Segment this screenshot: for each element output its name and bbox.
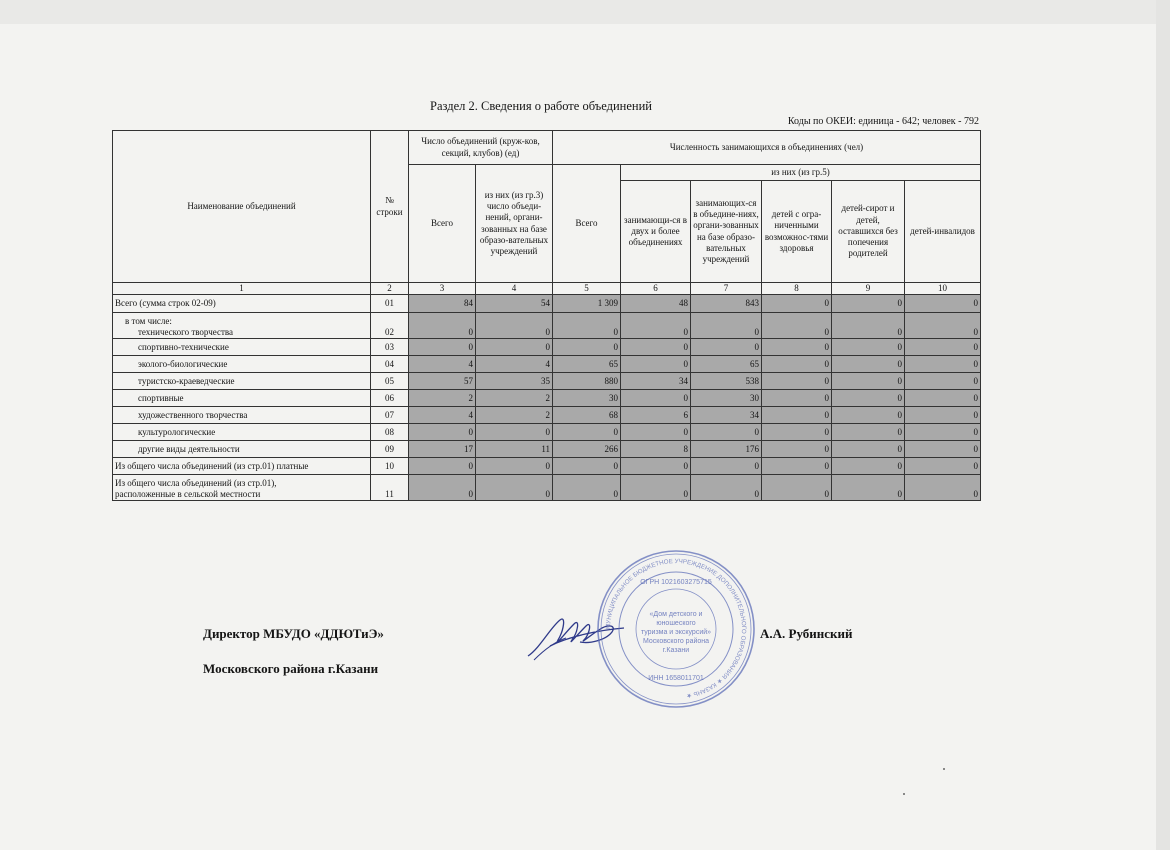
row-code: 05: [371, 373, 409, 390]
value-cell: 0: [476, 339, 553, 356]
value-cell: 0: [691, 339, 762, 356]
value-cell: 0: [832, 458, 905, 475]
value-cell: 34: [621, 373, 691, 390]
header-groups-edu: из них (из гр.3) число объеди-нений, органи-зованных на базе образо-вательных учреждений: [476, 165, 553, 283]
row-code: 01: [371, 295, 409, 313]
value-cell: 0: [905, 407, 981, 424]
svg-text:туризма и экскурсий»: туризма и экскурсий»: [640, 629, 712, 636]
header-people-total: Всего: [553, 165, 621, 283]
row-name: культурологические: [113, 424, 371, 441]
value-cell: 0: [832, 373, 905, 390]
value-cell: 0: [762, 295, 832, 313]
value-cell: 0: [905, 441, 981, 458]
director-title: Директор МБУДО «ДДЮТиЭ»: [203, 626, 384, 641]
col-num: 8: [762, 283, 832, 295]
value-cell: 11: [476, 441, 553, 458]
value-cell: 0: [832, 475, 905, 501]
row-name: [113, 475, 371, 501]
value-cell: 2: [476, 390, 553, 407]
value-cell: 266: [553, 441, 621, 458]
svg-text:юношеского: юношеского: [656, 620, 696, 627]
value-cell: 2: [476, 407, 553, 424]
col-num: 1: [113, 283, 371, 295]
header-groups-total: Всего: [409, 165, 476, 283]
scan-top-edge: [0, 0, 1170, 24]
value-cell: 0: [409, 458, 476, 475]
value-cell: 176: [691, 441, 762, 458]
row-name: спортивные: [113, 390, 371, 407]
row-code: 08: [371, 424, 409, 441]
svg-text:г.Казани: г.Казани: [662, 647, 690, 654]
value-cell: 0: [621, 356, 691, 373]
row-code: 11: [371, 475, 409, 501]
row-name: эколого-биологические: [113, 356, 371, 373]
value-cell: 0: [762, 313, 832, 339]
table-row: [113, 313, 981, 339]
col-num: 6: [621, 283, 691, 295]
row-name: другие виды деятельности: [113, 441, 371, 458]
value-cell: 2: [409, 390, 476, 407]
value-cell: 0: [621, 390, 691, 407]
row-code: 07: [371, 407, 409, 424]
header-people-sub: из них (из гр.5): [621, 165, 981, 181]
value-cell: 538: [691, 373, 762, 390]
value-cell: 0: [409, 339, 476, 356]
table-row: [113, 441, 981, 458]
value-cell: 84: [409, 295, 476, 313]
header-two-more: занимающи-ся в двух и более объединениях: [621, 181, 691, 283]
value-cell: 0: [691, 424, 762, 441]
value-cell: 0: [905, 424, 981, 441]
table-row: [113, 424, 981, 441]
table-row: [113, 373, 981, 390]
value-cell: 1 309: [553, 295, 621, 313]
row-name-subline: технического творчества: [138, 327, 234, 337]
table-row: [113, 458, 981, 475]
svg-text:ОГРН 1021603275715: ОГРН 1021603275715: [640, 579, 712, 586]
value-cell: 30: [691, 390, 762, 407]
value-cell: 0: [621, 313, 691, 339]
value-cell: 0: [409, 424, 476, 441]
value-cell: 0: [905, 313, 981, 339]
value-cell: 68: [553, 407, 621, 424]
column-numbers-row: [113, 283, 981, 295]
table-row: [113, 295, 981, 313]
row-code: 06: [371, 390, 409, 407]
svg-text:Московского района: Московского района: [642, 638, 710, 645]
value-cell: 0: [832, 295, 905, 313]
row-code: 09: [371, 441, 409, 458]
value-cell: 0: [553, 339, 621, 356]
value-cell: 4: [409, 356, 476, 373]
row-name: [113, 313, 371, 339]
okei-codes: Коды по ОКЕИ: единица - 642; человек - 792: [787, 116, 979, 127]
scan-speck: [943, 768, 945, 770]
value-cell: 0: [476, 458, 553, 475]
value-cell: 0: [409, 475, 476, 501]
value-cell: 0: [476, 313, 553, 339]
value-cell: 0: [905, 295, 981, 313]
col-num: 7: [691, 283, 762, 295]
value-cell: 0: [553, 475, 621, 501]
value-cell: 0: [762, 356, 832, 373]
value-cell: 0: [905, 339, 981, 356]
value-cell: 57: [409, 373, 476, 390]
value-cell: 30: [553, 390, 621, 407]
value-cell: 0: [762, 339, 832, 356]
value-cell: 0: [905, 356, 981, 373]
value-cell: 0: [762, 373, 832, 390]
header-name: Наименование объединений: [113, 131, 371, 283]
value-cell: 0: [621, 475, 691, 501]
value-cell: 0: [476, 475, 553, 501]
header-groups: Число объединений (круж-ков, секций, клубов) (ед): [409, 131, 553, 165]
director-district: Московского района г.Казани: [203, 661, 379, 676]
row-name: туристско-краеведческие: [113, 373, 371, 390]
director-name: А.А. Рубинский: [760, 626, 853, 641]
table-row: [113, 475, 981, 501]
value-cell: 4: [476, 356, 553, 373]
value-cell: 4: [409, 407, 476, 424]
report-table: [112, 130, 981, 501]
value-cell: 8: [621, 441, 691, 458]
value-cell: 0: [691, 313, 762, 339]
value-cell: 65: [691, 356, 762, 373]
value-cell: 0: [905, 475, 981, 501]
value-cell: 54: [476, 295, 553, 313]
scan-right-edge: [1156, 0, 1170, 850]
svg-text:ИНН 1658011701: ИНН 1658011701: [648, 675, 704, 682]
value-cell: 48: [621, 295, 691, 313]
value-cell: 34: [691, 407, 762, 424]
header-row-no: № строки: [371, 131, 409, 283]
row-code: 04: [371, 356, 409, 373]
value-cell: 17: [409, 441, 476, 458]
value-cell: 0: [691, 475, 762, 501]
row-name-line: Из общего числа объединений (из стр.01),: [115, 477, 277, 488]
value-cell: 0: [762, 407, 832, 424]
value-cell: 0: [832, 424, 905, 441]
row-code: 02: [371, 313, 409, 339]
value-cell: 0: [553, 458, 621, 475]
row-code: 10: [371, 458, 409, 475]
value-cell: 0: [762, 390, 832, 407]
header-edu-based: занимающих-ся в объедине-ниях, органи-зованных на базе образо-вательных учреждений: [691, 181, 762, 283]
value-cell: 0: [621, 458, 691, 475]
value-cell: 35: [476, 373, 553, 390]
value-cell: 0: [621, 424, 691, 441]
scan-speck: [903, 793, 905, 795]
value-cell: 0: [762, 475, 832, 501]
value-cell: 0: [762, 441, 832, 458]
value-cell: 0: [691, 458, 762, 475]
value-cell: 0: [832, 356, 905, 373]
header-disabilities: детей с огра-ниченными возможнос-тями здоровья: [762, 181, 832, 283]
value-cell: 0: [905, 373, 981, 390]
value-cell: 65: [553, 356, 621, 373]
col-num: 4: [476, 283, 553, 295]
header-invalids: детей-инвалидов: [905, 181, 981, 283]
value-cell: 6: [621, 407, 691, 424]
value-cell: 880: [553, 373, 621, 390]
table-row: [113, 390, 981, 407]
table-row: [113, 339, 981, 356]
value-cell: 0: [476, 424, 553, 441]
value-cell: 0: [553, 313, 621, 339]
value-cell: 0: [905, 458, 981, 475]
col-num: 3: [409, 283, 476, 295]
row-name: Из общего числа объединений (из стр.01) платные: [113, 458, 371, 475]
value-cell: 0: [905, 390, 981, 407]
row-name: спортивно-технические: [113, 339, 371, 356]
col-num: 5: [553, 283, 621, 295]
value-cell: 0: [553, 424, 621, 441]
value-cell: 0: [832, 441, 905, 458]
row-code: 03: [371, 339, 409, 356]
value-cell: 0: [832, 339, 905, 356]
value-cell: 0: [832, 313, 905, 339]
table-row: [113, 407, 981, 424]
row-name: Всего (сумма строк 02-09): [113, 295, 371, 313]
value-cell: 0: [621, 339, 691, 356]
value-cell: 0: [762, 424, 832, 441]
value-cell: 0: [832, 390, 905, 407]
svg-text:МУНИЦИПАЛЬНОЕ БЮДЖЕТНОЕ УЧРЕЖД: МУНИЦИПАЛЬНОЕ БЮДЖЕТНОЕ УЧРЕЖДЕНИЕ ДОПОЛНИТЕЛЬНОГО ОБРАЗОВАНИЯ ★ КАЗАНЬ ★: [604, 557, 748, 700]
value-cell: 0: [832, 407, 905, 424]
col-num: 10: [905, 283, 981, 295]
header-people: Численность занимающихся в объединениях (чел): [553, 131, 981, 165]
header-orphans: детей-сирот и детей, оставшихся без попечения родителей: [832, 181, 905, 283]
value-cell: 0: [409, 313, 476, 339]
value-cell: 0: [762, 458, 832, 475]
value-cell: 843: [691, 295, 762, 313]
row-name-subline: расположенные в сельской местности: [115, 489, 261, 499]
row-name-line: в том числе:: [125, 315, 172, 326]
row-name: художественного творчества: [113, 407, 371, 424]
table-row: [113, 356, 981, 373]
col-num: 2: [371, 283, 409, 295]
section-title: Раздел 2. Сведения о работе объединений: [430, 99, 652, 113]
official-stamp: [595, 548, 757, 710]
col-num: 9: [832, 283, 905, 295]
svg-text:«Дом детского и: «Дом детского и: [649, 611, 703, 618]
